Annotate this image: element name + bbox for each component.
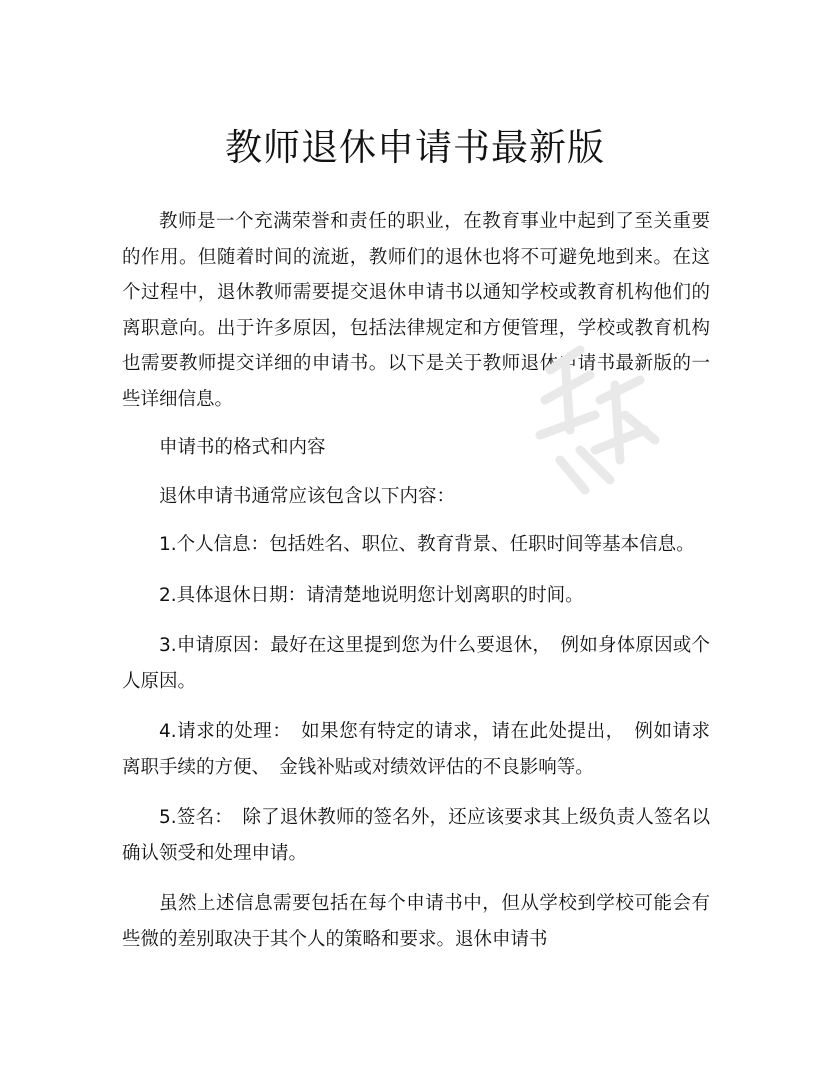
- list-item-retirement-date: 2.具体退休日期：请清楚地说明您计划离职的时间。: [159, 584, 584, 606]
- list-item-request-handling: 4.请求的处理： 如果您有特定的请求，请在此处提出， 例如请求离职手续的方便、 金钱补贴或对绩效评估的不良影响等。: [122, 721, 710, 778]
- list-intro-paragraph: 退休申请书通常应该包含以下内容：: [159, 485, 456, 507]
- intro-paragraph: 教师是一个充满荣誉和责任的职业，在教育事业中起到了至关重要的作用。但随着时间的流逝，教师们的退休也将不可避免地到来。在这个过程中，退休教师需要提交退休申请书以通知学校或教育机构他们的离职意向。出于许多原因，包括法律规定和方便管理，学校或教育机构也需要教师提交详细的申请书。以下是关于教师退休申请书最新版的一些详细信息。: [122, 211, 710, 410]
- section-heading: 申请书的格式和内容: [159, 437, 326, 458]
- list-item-signature: 5.签名： 除了退休教师的签名外，还应该要求其上级负责人签名以确认领受和处理申请。: [122, 807, 710, 864]
- closing-paragraph: 虽然上述信息需要包括在每个申请书中，但从学校到学校可能会有些微的差别取决于其个人的策略和要求。退休申请书: [122, 893, 710, 950]
- document-title: 教师退休申请书最新版: [225, 126, 605, 169]
- document-body: [122, 204, 710, 957]
- list-item-reason: 3.申请原因：最好在这里提到您为什么要退休， 例如身体原因或个人原因。: [122, 635, 710, 692]
- list-item-personal-info: 1.个人信息：包括姓名、职位、教育背景、任职时间等基本信息。: [159, 534, 695, 555]
